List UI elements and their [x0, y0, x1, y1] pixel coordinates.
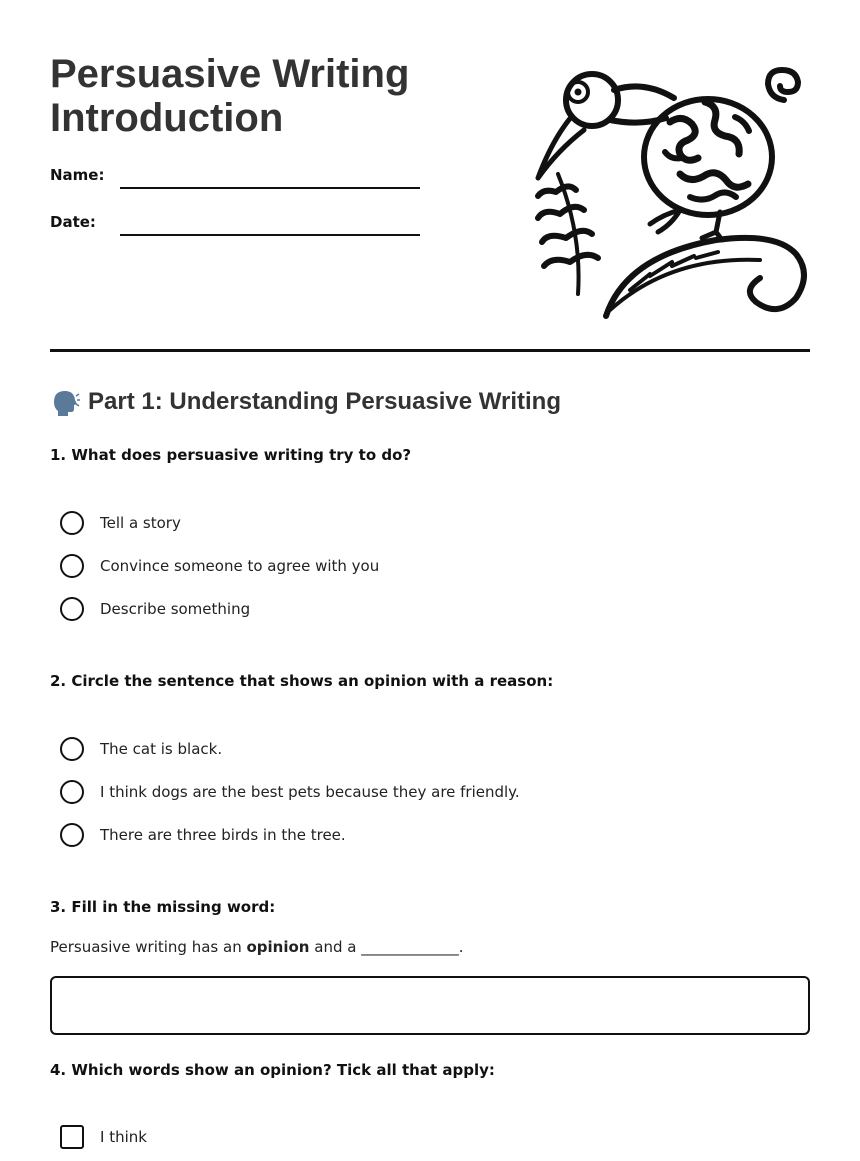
q2-option-2[interactable]	[60, 780, 520, 804]
option-label: Convince someone to agree with you	[100, 557, 380, 575]
sentence-start: Persuasive writing has an	[50, 938, 247, 956]
option-label: Describe something	[100, 600, 251, 618]
date-label: Date:	[50, 213, 96, 231]
checkbox[interactable]	[60, 1125, 84, 1149]
name-label: Name:	[50, 166, 105, 184]
radio-button[interactable]	[60, 597, 84, 621]
radio-button[interactable]	[60, 511, 84, 535]
q1-option-2[interactable]	[60, 554, 379, 578]
speaking-head-icon	[50, 388, 80, 416]
fill-in-sentence	[50, 938, 463, 956]
date-field[interactable]	[120, 234, 420, 236]
question-4: 4. Which words show an opinion? Tick all that apply:	[50, 1061, 495, 1079]
sentence-end: and a _____________.	[309, 938, 464, 956]
title-line-1: Persuasive Writing	[50, 52, 410, 96]
answer-input-box[interactable]	[50, 976, 810, 1035]
radio-button[interactable]	[60, 554, 84, 578]
question-1: 1. What does persuasive writing try to do?	[50, 446, 412, 464]
section-title-part-1	[50, 388, 561, 416]
q4-option-1[interactable]	[60, 1125, 147, 1149]
radio-button[interactable]	[60, 737, 84, 761]
option-label: The cat is black.	[100, 740, 223, 758]
name-field[interactable]	[120, 187, 420, 189]
q1-option-3[interactable]	[60, 597, 250, 621]
section-title-text: Part 1: Understanding Persuasive Writing	[88, 388, 562, 415]
option-label: I think	[100, 1128, 147, 1146]
sentence-bold-word: opinion	[246, 938, 310, 956]
kiwi-bird-icon	[530, 62, 810, 324]
q2-option-3[interactable]	[60, 823, 346, 847]
q1-option-1[interactable]	[60, 511, 181, 535]
question-2: 2. Circle the sentence that shows an opinion with a reason:	[50, 672, 554, 690]
radio-button[interactable]	[60, 780, 84, 804]
option-label: I think dogs are the best pets because they are friendly.	[100, 783, 520, 801]
question-3: 3. Fill in the missing word:	[50, 898, 276, 916]
header-divider	[50, 349, 810, 352]
option-label: Tell a story	[100, 514, 181, 532]
title-line-2: Introduction	[50, 96, 284, 140]
q2-option-1[interactable]	[60, 737, 222, 761]
radio-button[interactable]	[60, 823, 84, 847]
page-title	[50, 52, 480, 140]
option-label: There are three birds in the tree.	[100, 826, 346, 844]
